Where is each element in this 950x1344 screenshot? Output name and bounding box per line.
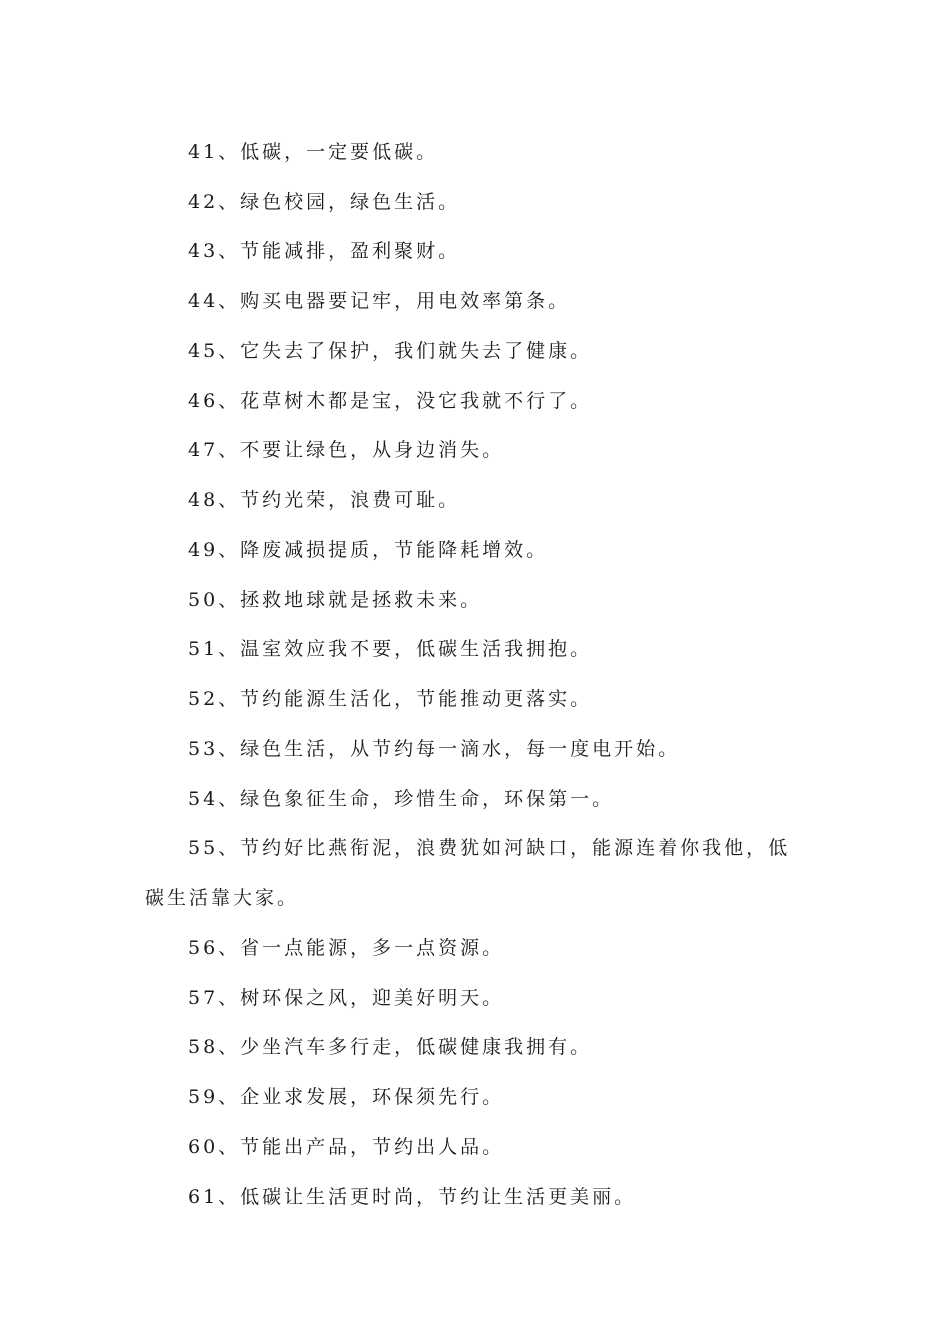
- slogan-42: 42、绿色校园，绿色生活。: [188, 191, 461, 213]
- slogan-52: 52、节约能源生活化，节能推动更落实。: [188, 688, 593, 710]
- slogan-61: 61、低碳让生活更时尚，节约让生活更美丽。: [188, 1186, 637, 1208]
- slogan-53: 53、绿色生活，从节约每一滴水，每一度电开始。: [188, 738, 681, 760]
- slogan-45: 45、它失去了保护，我们就失去了健康。: [188, 340, 593, 362]
- slogan-58: 58、少坐汽车多行走，低碳健康我拥有。: [188, 1036, 593, 1058]
- slogan-44: 44、购买电器要记牢，用电效率第条。: [188, 290, 571, 312]
- slogan-49: 49、降废减损提质，节能降耗增效。: [188, 539, 549, 561]
- slogan-50: 50、拯救地球就是拯救未来。: [188, 589, 483, 611]
- slogan-56: 56、省一点能源，多一点资源。: [188, 937, 505, 959]
- slogan-55-continuation: 碳生活靠大家。: [145, 887, 300, 909]
- slogan-55: 55、节约好比燕衔泥，浪费犹如河缺口，能源连着你我他，低: [188, 837, 791, 859]
- slogan-46: 46、花草树木都是宝，没它我就不行了。: [188, 390, 593, 412]
- slogan-47: 47、不要让绿色，从身边消失。: [188, 439, 505, 461]
- slogan-41: 41、低碳，一定要低碳。: [188, 141, 439, 163]
- slogan-48: 48、节约光荣，浪费可耻。: [188, 489, 461, 511]
- slogan-54: 54、绿色象征生命，珍惜生命，环保第一。: [188, 788, 615, 810]
- slogan-51: 51、温室效应我不要，低碳生活我拥抱。: [188, 638, 593, 660]
- slogan-60: 60、节能出产品，节约出人品。: [188, 1136, 505, 1158]
- slogan-57: 57、树环保之风，迎美好明天。: [188, 987, 505, 1009]
- slogan-43: 43、节能减排，盈利聚财。: [188, 240, 461, 262]
- slogan-59: 59、企业求发展，环保须先行。: [188, 1086, 505, 1108]
